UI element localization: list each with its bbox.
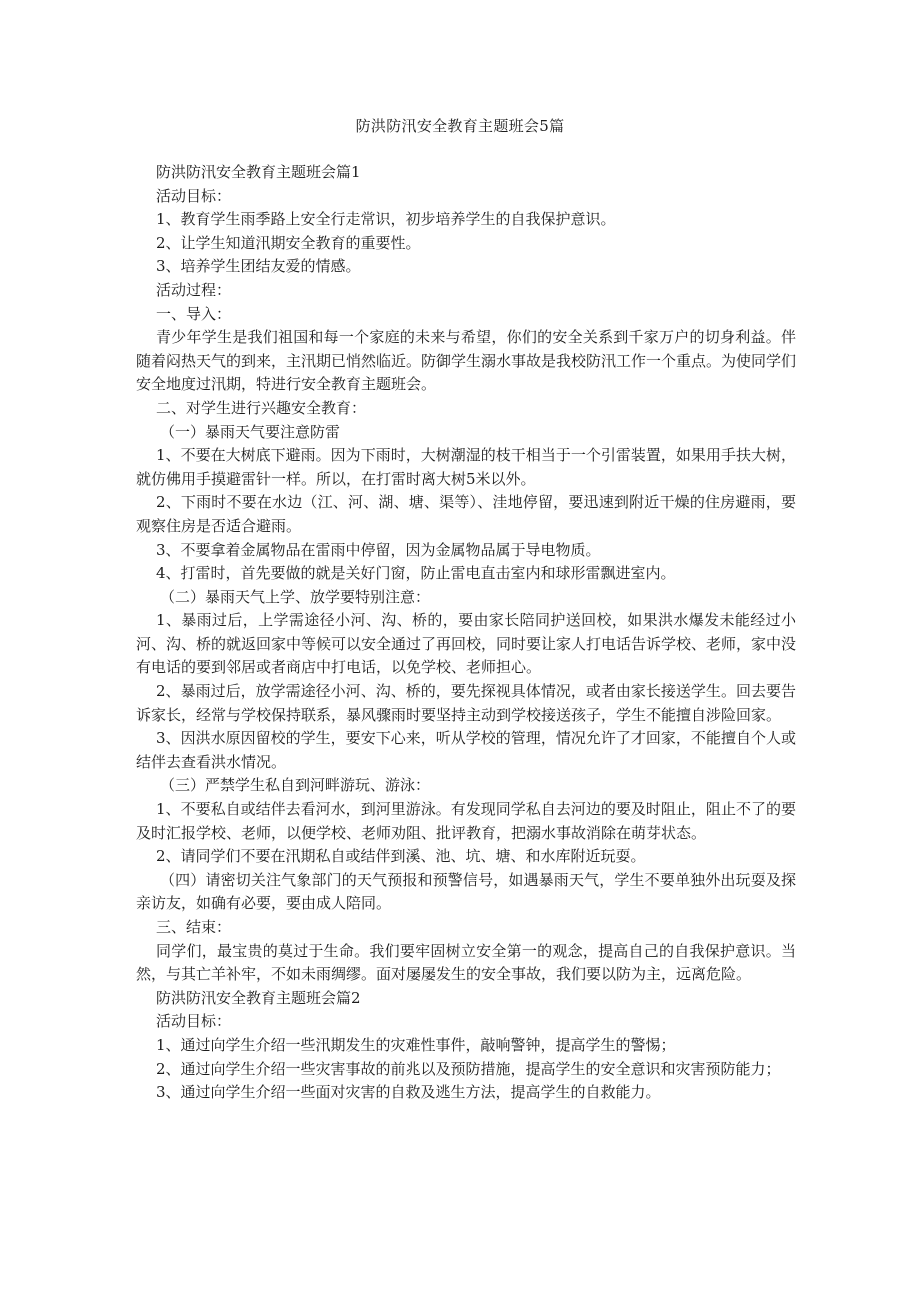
list-item: 2、让学生知道汛期安全教育的重要性。 — [156, 233, 421, 252]
paragraph: 同学们，最宝贵的莫过于生命。我们要牢固树立安全第一的观念，提高自己的自我保护意识。当然，与其亡羊补牢，不如未雨绸缪。面对屡屡发生的安全事故，我们要以防为主，远离危险。 — [136, 941, 796, 984]
list-item: 3、不要拿着金属物品在雷雨中停留，因为金属物品属于导电物质。 — [156, 540, 601, 559]
paragraph: 活动目标： — [156, 1012, 232, 1031]
list-item: 2、暴雨过后，放学需途径小河、沟、桥的，要先探视具体情况，或者由家长接送学生。回去要告诉家长，经常与学校保持联系，暴风骤雨时要坚持主动到学校接送孩子，学生不能擅自涉险回家。 — [136, 682, 796, 724]
subheading: （四）请密切关注气象部门的天气预报和预警信号，如遇暴雨天气，学生不要单独外出玩耍及探亲访友，如确有必要，要由成人陪同。 — [136, 870, 796, 913]
list-item: 2、通过向学生介绍一些灾害事故的前兆以及预防措施，提高学生的安全意识和灾害预防能力； — [156, 1059, 781, 1078]
subheading: （一）暴雨天气要注意防雷 — [160, 422, 341, 441]
paragraph: 活动目标： — [156, 186, 232, 205]
subheading: （二）暴雨天气上学、放学要特别注意： — [160, 587, 431, 606]
list-item: 1、暴雨过后，上学需途径小河、沟、桥的，要由家长陪同护送回校，如果洪水爆发未能经过小河、沟、桥的就返回家中等候可以安全通过了再回校，同时要让家人打电话告诉学校、老师，家中没有电话的要到邻居或者商店中打电话，以免学校、老师担心。 — [136, 611, 797, 677]
list-item: 3、培养学生团结友爱的情感。 — [156, 257, 361, 276]
list-item: 1、不要私自或结伴去看河水，到河里游泳。有发现同学私自去河边的要及时阻止，阻止不了的要及时汇报学校、老师，以便学校、老师劝阻、批评教育，把溺水事故消除在萌芽状态。 — [136, 800, 796, 842]
list-item: 2、请同学们不要在汛期私自或结伴到溪、池、坑、塘、和水库附近玩耍。 — [156, 847, 646, 866]
paragraph: 二、对学生进行兴趣安全教育： — [156, 398, 367, 417]
paragraph: 一、导入： — [156, 304, 232, 323]
list-item: 2、下雨时不要在水边（江、河、湖、塘、渠等）、洼地停留，要迅速到附近干燥的住房避雨，要观察住房是否适合避雨。 — [136, 493, 796, 535]
subheading: （三）严禁学生私自到河畔游玩、游泳： — [160, 776, 431, 795]
list-item: 1、通过向学生介绍一些汛期发生的灾难性事件，敲响警钟，提高学生的警惕； — [156, 1035, 676, 1054]
document-title: 防洪防汛安全教育主题班会5篇 — [355, 117, 565, 135]
paragraph: 三、结束： — [156, 918, 232, 936]
list-item: 1、教育学生雨季路上安全行走常识，初步培养学生的自我保护意识。 — [156, 210, 616, 229]
list-item: 3、通过向学生介绍一些面对灾害的自救及逃生方法，提高学生的自救能力。 — [156, 1083, 661, 1102]
paragraph: 青少年学生是我们祖国和每一个家庭的未来与希望，你们的安全关系到千家万户的切身利益。伴随着闷热天气的到来，主汛期已悄然临近。防御学生溺水事故是我校防汛工作一个重点。为使同学们安全地度过汛期，特进行安全教育主题班会。 — [136, 328, 797, 394]
paragraph: 活动过程： — [156, 280, 232, 299]
section-heading: 防洪防汛安全教育主题班会篇1 — [156, 163, 361, 181]
document-body — [136, 161, 796, 1105]
list-item: 1、不要在大树底下避雨。因为下雨时，大树潮湿的枝干相当于一个引雷装置，如果用手扶大树，就仿佛用手摸避雷针一样。所以，在打雷时离大树5米以外。 — [136, 446, 796, 488]
list-item: 4、打雷时，首先要做的就是关好门窗，防止雷电直击室内和球形雷飘进室内。 — [156, 564, 676, 583]
section-heading: 防洪防汛安全教育主题班会篇2 — [156, 988, 361, 1007]
list-item: 3、因洪水原因留校的学生，要安下心来，听从学校的管理，情况允许了才回家，不能擅自个人或结伴去查看洪水情况。 — [136, 729, 796, 771]
